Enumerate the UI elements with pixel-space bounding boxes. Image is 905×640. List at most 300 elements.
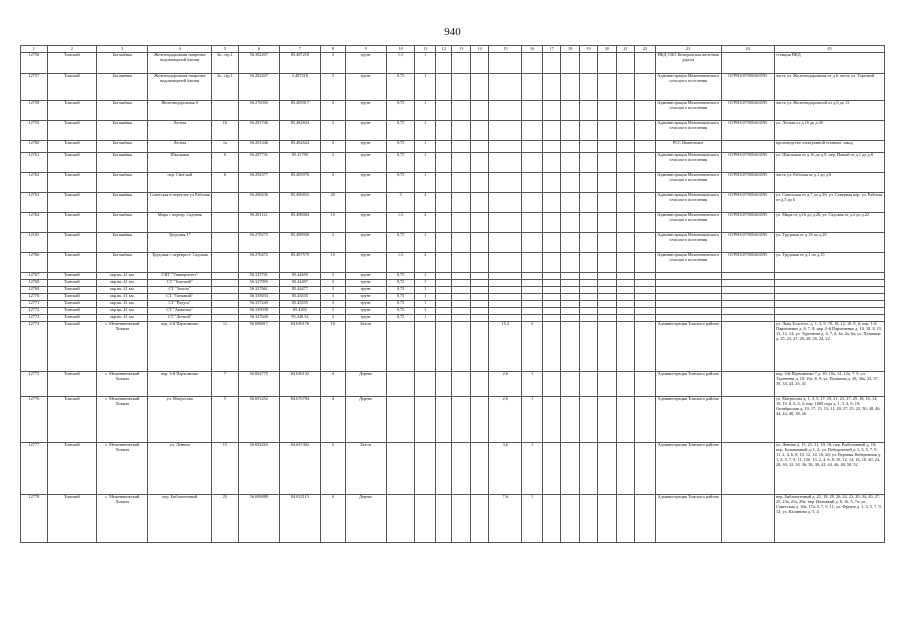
table-cell [212,315,239,322]
table-cell [579,121,597,141]
table-cell: 1 [415,280,436,287]
table-cell: РЖД ОАО Кемеровская железная дорога [655,53,721,74]
table-cell [579,74,597,101]
table-cell [579,372,597,397]
table-cell: ОГРН1057000463595 [721,173,774,193]
table-cell [470,372,488,397]
table-cell [489,280,522,287]
table-cell: станция РЖД [774,53,884,74]
table-cell [542,173,560,193]
table-cell [436,294,452,301]
table-cell: Томский [47,315,96,322]
column-number: 24 [721,46,774,53]
table-cell: с. Межениновский Хозяин [97,322,148,372]
table-cell [386,495,415,543]
table-cell [635,443,656,495]
table-cell [616,287,634,294]
table-cell: 56.282207 [238,74,279,101]
table-cell [436,495,452,543]
table-cell [470,301,488,308]
table-cell: окр.вк. 41 км. [97,280,148,287]
table-cell [522,280,543,287]
table-cell: 56.276592 [238,101,279,121]
table-cell: 1,5 [386,253,415,273]
table-cell: 56.382207 [238,53,279,74]
table-cell: 3 [320,287,345,294]
table-cell [470,213,488,233]
table-cell [561,193,579,213]
table-cell: 85.497579 [279,253,320,273]
table-cell [561,443,579,495]
table-row [21,443,885,495]
table-cell [470,233,488,253]
table-cell: 0,75 [386,173,415,193]
column-number: 15 [489,46,522,53]
table-cell: 1 [415,294,436,301]
table-cell [635,495,656,543]
table-cell: Томский [47,495,96,543]
table-cell: 0,75 [386,301,415,308]
table-cell [579,233,597,253]
table-cell: Железнодорожная напротив водонапорной башни [148,53,212,74]
table-cell: 3 [320,121,345,141]
table-cell: 3 [320,153,345,173]
table-cell [470,322,488,372]
table-cell [470,141,488,153]
table-cell [452,74,470,101]
table-cell: Лесная [148,141,212,153]
table-cell [452,495,470,543]
table-cell [635,233,656,253]
table-cell [522,153,543,173]
table-cell [598,287,616,294]
table-cell [616,53,634,74]
table-cell: 3п. стр.1 [212,53,239,74]
table-cell: 12772 [21,308,48,315]
table-cell: 84.632115 [279,495,320,543]
table-cell: 56.315701 [238,273,279,280]
table-cell [616,495,634,543]
table-cell: ул. Матросова [148,397,212,443]
table-cell [489,315,522,322]
table-cell [655,315,721,322]
table-cell: 1 [415,233,436,253]
column-number: 10 [386,46,415,53]
table-cell: 1 [415,101,436,121]
table-cell: 1,5 [386,53,415,74]
table-cell [542,315,560,322]
table-cell [452,233,470,253]
table-cell [522,101,543,121]
table-cell: ул. Мира от д.16 до д.26, ул. Садовая от д.2 до д.22 [774,213,884,233]
table-cell: пер. Библиотечный д. 22, 19, 28, 26, 24, 22, 20, 34, 20, 27, 25, 23а, 21а, 29а; пер. Наливкий д. 8, 16, 5, 7а; ул. Советская д. 10а, 17а, 5, 7, 9, 11; ул. Фрунзе д. 1, 3, 5, 7, 9, 12; ул. Калинина д. 5, 4 [774,495,884,543]
table-cell: Томский [47,308,96,315]
table-cell: 56.335033 [238,294,279,301]
table-cell: Томский [47,322,96,372]
table-cell: грунт [345,308,386,315]
table-cell: 3п. стр.1 [212,74,239,101]
table-cell: 12774 [21,322,48,372]
table-cell [598,308,616,315]
table-row [21,74,885,101]
table-cell [489,193,522,213]
table-cell [616,233,634,253]
table-cell [489,153,522,173]
table-cell [542,141,560,153]
table-cell: 11 [212,322,239,372]
table-cell [721,280,774,287]
table-cell: 12778 [21,495,48,543]
table-cell [452,121,470,141]
table-cell [542,280,560,287]
table-cell [721,287,774,294]
table-cell: окр.вк. 41 км. [97,315,148,322]
table-cell: Томский [47,53,96,74]
table-cell [452,141,470,153]
table-cell [542,121,560,141]
table-cell: 56.292377 [238,173,279,193]
column-number: 9 [345,46,386,53]
table-cell [598,315,616,322]
table-cell: 1 [415,287,436,294]
table-cell: 56.327661 [238,287,279,294]
table-cell [386,443,415,495]
table-cell [635,173,656,193]
table-cell: 84.676784 [279,397,320,443]
table-cell [561,301,579,308]
table-cell: с. Межениновский Хозяин [97,495,148,543]
table-cell: 56.278275 [238,233,279,253]
column-number: 7 [279,46,320,53]
table-cell: 56.327995 [238,280,279,287]
table-cell: 0,75 [386,233,415,253]
table-cell: Трудовая,17 [148,233,212,253]
table-cell [635,280,656,287]
table-cell: 3 [386,193,415,213]
table-cell [616,173,634,193]
table-cell: Администрация Межениновского сельского поселения [655,233,721,253]
table-cell: ОГРН1057000463595 [721,74,774,101]
table-cell: 0,75 [386,121,415,141]
table-cell [598,397,616,443]
table-cell: Богашёвка [97,193,148,213]
table-cell: часть ул. Рабочая от д.1 до д.6 [774,173,884,193]
table-cell [212,308,239,315]
table-cell [436,308,452,315]
table-cell [579,193,597,213]
table-cell: 12775 [21,372,48,397]
table-cell: Администрация Межениновского сельского поселения [655,213,721,233]
table-cell: 56.692263 [238,443,279,495]
column-number: 4 [148,46,212,53]
table-cell [598,294,616,301]
table-cell: Администрация Межениновского сельского поселения [655,121,721,141]
table-cell [655,273,721,280]
table-cell [635,101,656,121]
table-cell: 3 [320,315,345,322]
table-cell: 56.692775 [238,372,279,397]
table-cell [489,121,522,141]
table-cell: грунт [345,294,386,301]
table-cell [561,253,579,273]
table-cell [616,322,634,372]
table-cell: Мира с перехр. Садовая [148,213,212,233]
table-cell [522,315,543,322]
table-cell [616,253,634,273]
table-cell: 12764 [21,213,48,233]
table-cell: Администрация Томского района [655,322,721,372]
table-cell: 85.44659 [279,273,320,280]
table-cell: 12766 [21,253,48,273]
table-cell [598,372,616,397]
table-cell: пер. 3-й Пархоменко 7 д. 10, 10а, 12, 12а, 7, 5; ул. Тургенева д. 10, 10а, 8, 9; ул. Пушкина д. 38, 30а, 33, 37, 39, 34, 43, 45, 41 [774,372,884,397]
table-cell: 7,6 [489,495,522,543]
table-cell [212,287,239,294]
table-cell [616,121,634,141]
table-cell [616,308,634,315]
table-cell [452,273,470,280]
table-cell [721,301,774,308]
table-cell [579,53,597,74]
table-cell: с. Межениновский Хозяин [97,397,148,443]
table-cell: Томский [47,173,96,193]
table-cell [522,233,543,253]
table-cell [522,193,543,213]
table-cell: Трудовая с перекрест. Садовая [148,253,212,273]
table-cell [561,213,579,233]
table-cell [561,141,579,153]
table-cell: 1 [415,74,436,101]
column-number: 19 [579,46,597,53]
table-cell [470,397,488,443]
table-cell [542,495,560,543]
table-cell: 85.485976 [279,173,320,193]
table-cell [436,213,452,233]
table-cell: 6 [212,173,239,193]
table-cell: Администрация Томского района [655,443,721,495]
table-cell: 12756 [21,53,48,74]
table-cell [561,322,579,372]
table-cell: Администрация Межениновского сельского поселения [655,74,721,101]
table-cell: ОГРН1057000463595 [721,193,774,213]
table-cell [386,372,415,397]
table-cell: 3 [320,294,345,301]
table-cell [542,372,560,397]
table-cell: Бетон [345,443,386,495]
table-cell [635,141,656,153]
table-cell [774,287,884,294]
table-cell: Железнодорожная б [148,101,212,121]
table-cell [436,372,452,397]
table-cell [579,301,597,308]
table-cell: СТ "Анжелка" [148,308,212,315]
table-cell [489,301,522,308]
table-cell: 3 [320,301,345,308]
table-cell [721,315,774,322]
column-number-row [21,46,885,53]
table-row [21,173,885,193]
table-cell: ул. Ленина д. 15, 21, 11, 10, 16; пер. Рыболовный д. 16; пер. Больничный д. 1, 2; ул. Победителей д. 1, 3, 5, 7, 9, 11, 2, 4, 6, 8, 10, 12, 14, 16, 20; ул. Верхняя Набережная д. 1, 3, 5, 7, 9, 11, 15б, 13, 2, 4, 6, 8, 10, 12, 14, 16, 18, 20, 24, 28, 30, 32, 34, 36, 38, 40, 42, 44, 46, 48, 50, 52 [774,443,884,495]
table-cell [522,121,543,141]
table-cell [561,287,579,294]
table-cell [489,308,522,315]
table-cell [561,233,579,253]
table-cell [470,495,488,543]
table-row [21,101,885,121]
table-cell: Томский [47,101,96,121]
table-cell [598,193,616,213]
table-cell: 12762 [21,173,48,193]
table-cell: пер. 3-й Пархоменко [148,372,212,397]
table-cell: пер. Светлый [148,173,212,193]
table-cell: Дерево [345,495,386,543]
table-cell [542,101,560,121]
table-cell: грунт [345,101,386,121]
table-cell: СТ "Радуга" [148,301,212,308]
table-cell: 1 [522,397,543,443]
table-cell: грунт [345,233,386,253]
table-cell: 85.482824 [279,121,320,141]
table-cell [436,141,452,153]
table-cell [212,101,239,121]
table-cell [452,397,470,443]
table-cell [774,308,884,315]
table-cell: окр.вк. 41 км. [97,273,148,280]
table-cell [579,397,597,443]
table-cell [635,287,656,294]
table-cell: с. Межениновский Хозяин [97,372,148,397]
table-cell [635,253,656,273]
table-cell: 12757 [21,74,48,101]
table-cell: Богашёвка [97,101,148,121]
table-cell [452,294,470,301]
table-cell [489,253,522,273]
table-cell: грунт [345,53,386,74]
table-cell: 56.329038 [238,308,279,315]
table-cell [616,397,634,443]
table-cell: окр.вк. 41 км. [97,301,148,308]
table-cell [436,397,452,443]
table-cell: 85.44497 [279,280,320,287]
table-cell [386,322,415,372]
table-cell: 3,6 [489,443,522,495]
table-cell [721,322,774,372]
table-cell: Томский [47,153,96,173]
table-cell: Администрация Межениновского сельского поселения [655,193,721,213]
table-cell: 3 [320,308,345,315]
table-cell: 15 [212,443,239,495]
table-cell [489,101,522,121]
table-cell [522,173,543,193]
table-cell [561,121,579,141]
table-cell [436,273,452,280]
table-cell [655,308,721,315]
table-cell: 85.45555 [279,301,320,308]
table-cell: 12763 [21,193,48,213]
table-cell [452,372,470,397]
table-cell [635,315,656,322]
table-cell: ОГРН1057000463595 [721,101,774,121]
table-cell [561,315,579,322]
table-cell [598,495,616,543]
table-row [21,213,885,233]
table-cell: Администрация Томского района [655,397,721,443]
table-cell [522,287,543,294]
table-cell [436,233,452,253]
table-cell [452,253,470,273]
table-cell [616,153,634,173]
table-cell [489,213,522,233]
table-cell [452,280,470,287]
table-cell: 12760 [21,141,48,153]
table-cell [415,495,436,543]
table-cell: Томский [47,443,96,495]
table-cell: РСС Ивановское [655,141,721,153]
table-cell [415,372,436,397]
table-cell: 4 [415,193,436,213]
table-cell [561,397,579,443]
table-cell: 56.286236 [238,193,279,213]
column-number: 2 [47,46,96,53]
column-number: 25 [774,46,884,53]
table-cell [561,74,579,101]
table-cell [561,153,579,173]
table-cell [470,153,488,173]
table-cell: 2,6 [489,397,522,443]
table-cell [561,273,579,280]
table-cell: ул. Трудовая от д.18 по д.20 [774,233,884,253]
table-cell [635,53,656,74]
table-cell [598,322,616,372]
table-cell: ОГРН1057000463595 [721,121,774,141]
table-row [21,53,885,74]
table-cell: ул. Лесная от д.16 до д.30 [774,121,884,141]
table-cell: ул. Ленина [148,443,212,495]
table-cell: Администрация Межениновского сельского поселения [655,173,721,193]
table-cell: Богашёвка [97,213,148,233]
column-number: 13 [452,46,470,53]
column-number: 20 [598,46,616,53]
table-cell [635,213,656,233]
table-cell: Томский [47,372,96,397]
table-cell [616,280,634,287]
table-cell [598,101,616,121]
table-cell [598,173,616,193]
table-cell [774,294,884,301]
table-cell: 6 [212,153,239,173]
column-number: 5 [212,46,239,53]
table-cell: грунт [345,280,386,287]
table-cell: Томский [47,397,96,443]
table-cell: 1 [415,121,436,141]
table-cell [436,322,452,372]
table-cell [616,301,634,308]
table-cell: Богашёвка [97,141,148,153]
table-cell: СТ "Томский" [148,280,212,287]
table-cell [774,315,884,322]
table-cell [436,74,452,101]
table-cell: с. Межениновский Хозяин [97,443,148,495]
column-number: 16 [522,46,543,53]
table-cell: 3 [320,173,345,193]
table-cell: 85.485917 [279,101,320,121]
table-cell: Администрация Томского района [655,372,721,397]
column-number: 6 [238,46,279,53]
table-row [21,153,885,173]
table-cell [522,53,543,74]
table-cell [470,308,488,315]
table-cell [774,301,884,308]
